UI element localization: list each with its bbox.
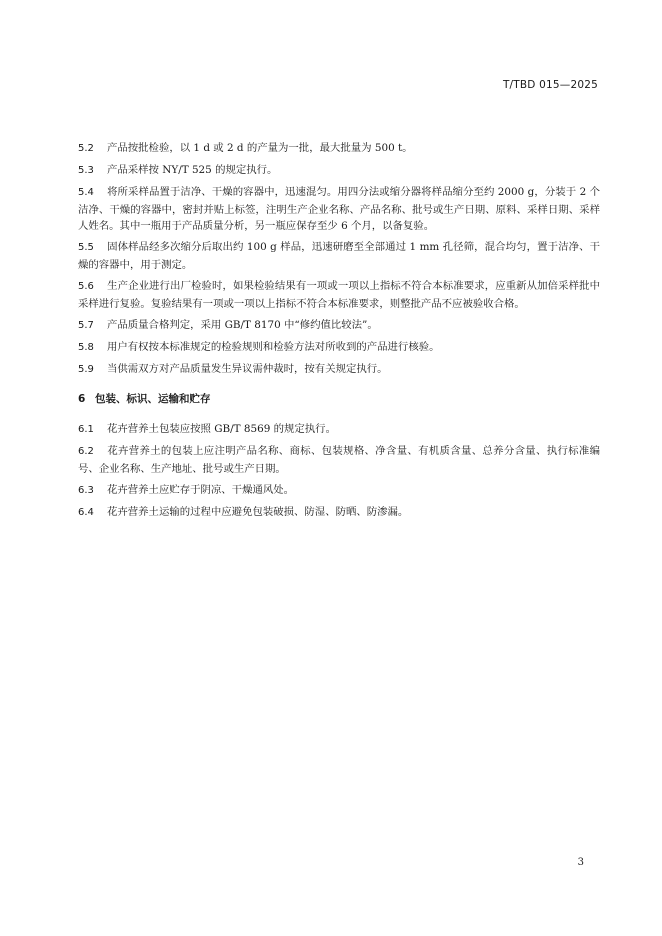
clause-text: 花卉营养土应贮存于阴凉、干燥通风处。 [107,484,295,496]
document-body [78,140,600,526]
clause-number: 5.5 [78,242,94,254]
section-title: 包装、标识、运输和贮存 [95,392,211,405]
clause-number: 6.4 [78,507,94,519]
page-number: 3 [577,857,584,868]
clause-text: 产品采样按 NY/T 525 的规定执行。 [107,164,278,177]
clause-text: 将所采样品置于洁净、干燥的容器中，迅速混匀。用四分法或缩分器将样品缩分至约 2000 g，分装于 2 个洁净、干燥的容器中，密封并贴上标签，注明生产企业名称、产品名称、批号或生产日期、原料、采样日期、采样人姓名。其中一瓶用于产品质量分析，另一瓶应保存至少 6 个月，以备复验。 [78,186,600,233]
clause-text: 当供需双方对产品质量发生异议需仲裁时，按有关规定执行。 [107,363,388,376]
section-6-heading [78,391,600,408]
section-number: 6 [78,392,86,405]
clause-text: 花卉营养土运输的过程中应避免包装破损、防湿、防晒、防渗漏。 [107,506,409,519]
clause-5-6 [78,278,600,312]
clause-text: 产品质量合格判定，采用 GB/T 8170 中“修约值比较法”。 [107,318,378,331]
clause-5-3 [78,162,600,180]
clause-text: 用户有权按本标准规定的检验规则和检验方法对所收到的产品进行核验。 [107,340,440,353]
clause-number: 5.9 [78,364,94,376]
clause-number: 5.7 [78,319,94,331]
clause-6-1 [78,421,600,439]
document-code-header: T/TBD 015—2025 [502,79,598,91]
clause-number: 5.4 [78,187,94,199]
clause-text: 花卉营养土的包装上应注明产品名称、商标、包装规格、净含量、有机质含量、总养分含量、执行标准编号、企业名称、生产地址、批号或生产日期。 [78,445,600,475]
clause-number: 6.3 [78,485,94,496]
clause-5-8 [78,339,600,357]
clause-5-7 [78,317,600,335]
clause-6-2 [78,443,600,477]
clause-6-4 [78,504,600,522]
clause-5-2 [78,140,600,158]
clause-5-4 [78,184,600,235]
clause-number: 6.2 [78,446,94,458]
clause-number: 5.2 [78,143,94,154]
clause-text: 固体样品经多次缩分后取出约 100 g 样品，迅速研磨至全部通过 1 mm 孔径筛，混合均匀，置于洁净、干燥的容器中，用于测定。 [78,241,600,272]
clause-number: 5.6 [78,281,94,293]
clause-text: 产品按批检验，以 1 d 或 2 d 的产量为一批，最大批量为 500 t。 [107,142,413,154]
clause-5-5 [78,239,600,273]
clause-number: 5.8 [78,341,94,353]
clause-number: 5.3 [78,165,94,177]
clause-6-3 [78,482,600,500]
clause-5-9 [78,361,600,379]
clause-text: 花卉营养土包装应按照 GB/T 8569 的规定执行。 [107,423,336,436]
clause-number: 6.1 [78,424,94,436]
clause-text: 生产企业进行出厂检验时，如果检验结果有一项或一项以上指标不符合本标准要求，应重新从加倍采样批中采样进行复验。复验结果有一项或一项以上指标不符合本标准要求，则整批产品不应被验收合格。 [78,280,600,310]
